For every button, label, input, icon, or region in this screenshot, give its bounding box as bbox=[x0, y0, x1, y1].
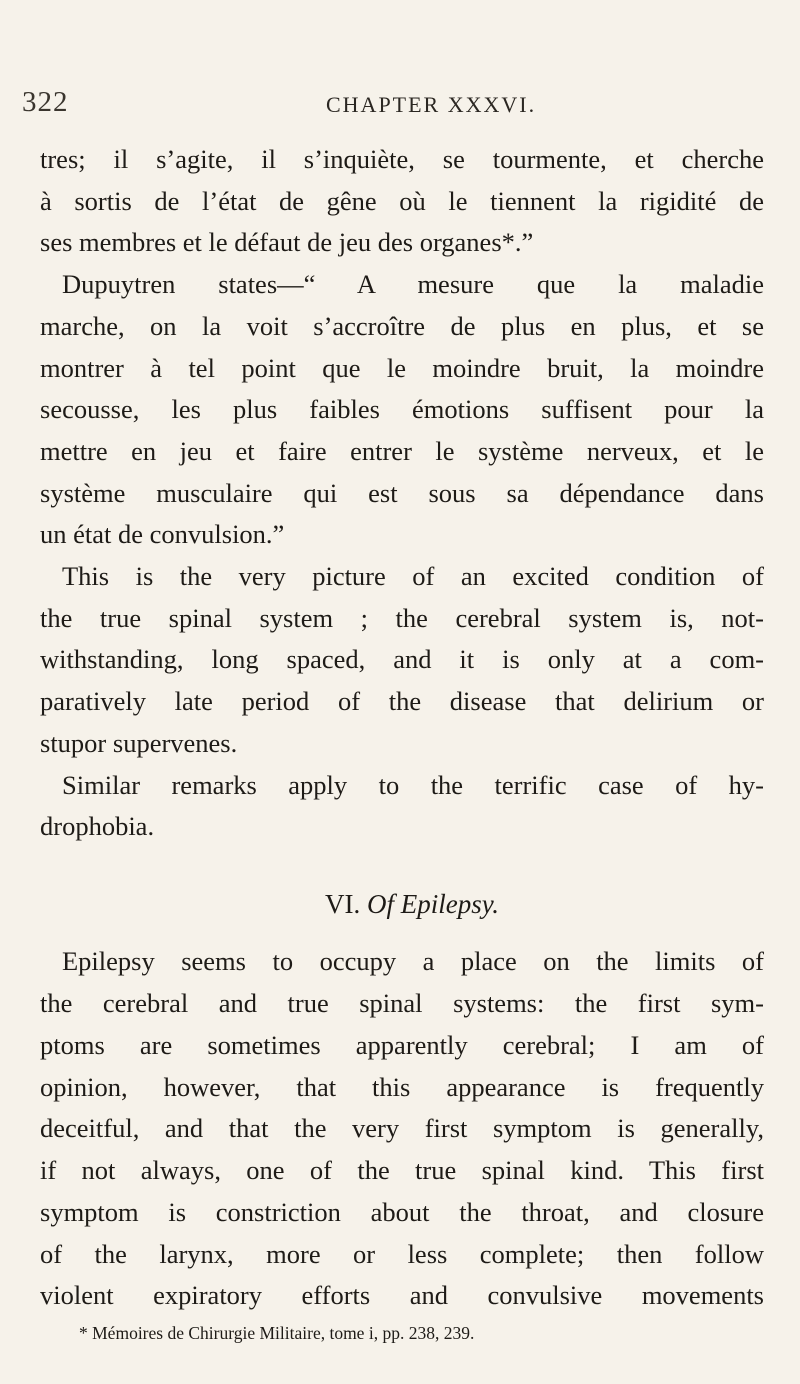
text-line: This is the very picture of an excited condition of bbox=[62, 561, 764, 591]
text-line: of the larynx, more or less complete; then follow bbox=[40, 1239, 764, 1269]
page-header bbox=[0, 86, 800, 126]
text-line: un état de convulsion.” bbox=[40, 519, 285, 549]
text-line: Dupuytren states—“ A mesure que la maladie bbox=[62, 269, 764, 299]
text-line: à sortis de l’état de gêne où le tiennent la rigidité de bbox=[40, 186, 764, 216]
text-line: secousse, les plus faibles émotions suffisent pour la bbox=[40, 394, 764, 424]
text-line: deceitful, and that the very first symptom is generally, bbox=[40, 1113, 764, 1143]
text-line: système musculaire qui est sous sa dépendance dans bbox=[40, 478, 764, 508]
text-line: violent expiratory efforts and convulsive movements bbox=[40, 1280, 764, 1310]
text-line: Epilepsy seems to occupy a place on the limits of bbox=[62, 946, 764, 976]
running-head: CHAPTER XXXVI. bbox=[326, 92, 537, 117]
text-line: paratively late period of the disease that delirium or bbox=[40, 686, 764, 716]
text-line: opinion, however, that this appearance is frequently bbox=[40, 1072, 764, 1102]
text-line: withstanding, long spaced, and it is only at a com- bbox=[40, 644, 764, 674]
section-heading bbox=[325, 888, 499, 920]
section-number: VI. bbox=[325, 889, 361, 919]
text-line: the cerebral and true spinal systems: the first sym- bbox=[40, 988, 764, 1018]
text-line: marche, on la voit s’accroître de plus en plus, et se bbox=[40, 311, 764, 341]
text-line: mettre en jeu et faire entrer le système nerveux, et le bbox=[40, 436, 764, 466]
text-line: ses membres et le défaut de jeu des organes*.” bbox=[40, 227, 534, 257]
text-line: tres; il s’agite, il s’inquiète, se tourmente, et cherche bbox=[40, 144, 764, 174]
section-title: Of Epilepsy. bbox=[367, 889, 499, 919]
text-line: symptom is constriction about the throat, and closure bbox=[40, 1197, 764, 1227]
page-number: 322 bbox=[22, 86, 69, 118]
text-line: Similar remarks apply to the terrific case of hy- bbox=[62, 770, 764, 800]
text-line: drophobia. bbox=[40, 811, 155, 841]
text-line: the true spinal system ; the cerebral system is, not- bbox=[40, 603, 764, 633]
text-line: montrer à tel point que le moindre bruit, la moindre bbox=[40, 353, 764, 383]
text-line: stupor supervenes. bbox=[40, 728, 238, 758]
text-line: if not always, one of the true spinal kind. This first bbox=[40, 1155, 764, 1185]
footnote: * Mémoires de Chirurgie Militaire, tome i, pp. 238, 239. bbox=[79, 1323, 475, 1343]
text-line: ptoms are sometimes apparently cerebral; I am of bbox=[40, 1030, 764, 1060]
